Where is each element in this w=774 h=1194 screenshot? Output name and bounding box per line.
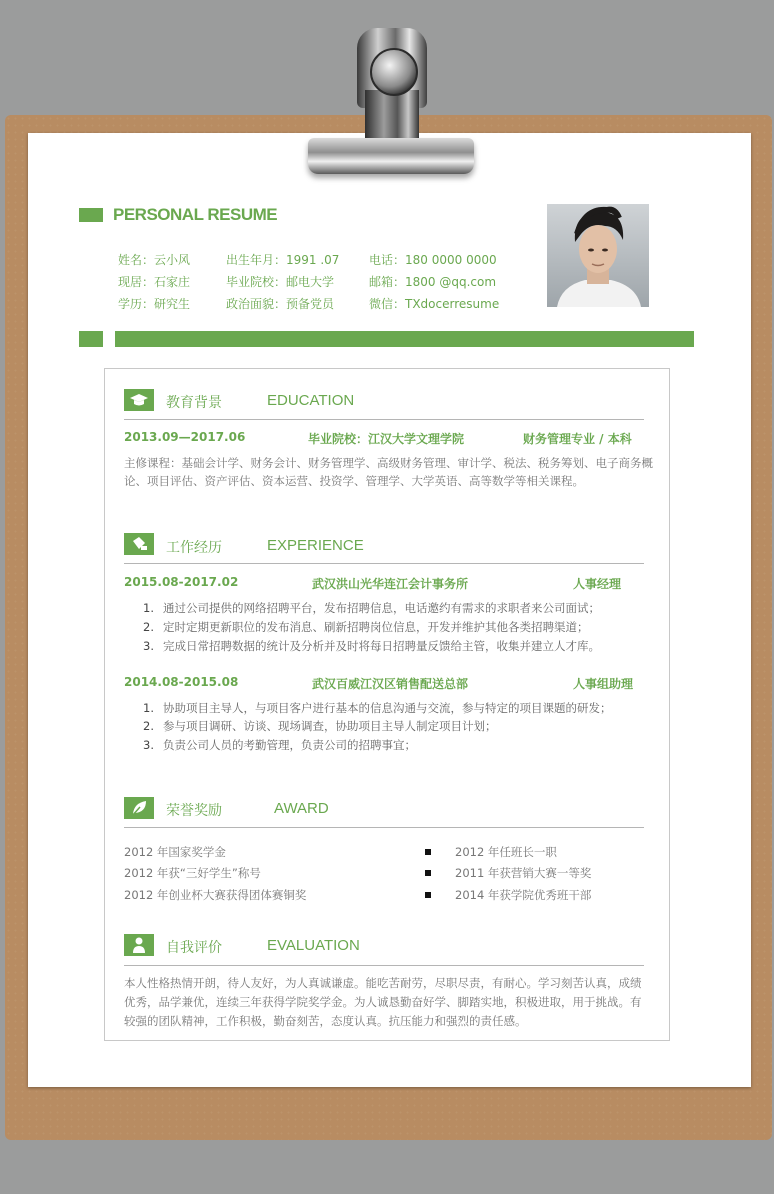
- info-email: 邮箱：1800 @qq.com: [369, 275, 497, 289]
- job-2-item-1: 1. 协助项目主导人，与项目客户进行基本的信息沟通与交流，参与特定的项目课题的研发；: [143, 701, 612, 715]
- divider-bar: [115, 331, 694, 347]
- bullet-square-icon: [425, 892, 431, 898]
- award-title-cn: 荣誉奖励: [166, 803, 222, 819]
- education-date: 2013.09—2017.06: [124, 430, 246, 444]
- binder-clip-plate: [308, 138, 474, 174]
- job-2-company: 武汉百威江汉区销售配送总部: [312, 677, 469, 691]
- job-1-item-1: 1. 通过公司提供的网络招聘平台，发布招聘信息，电话邀约有需求的求职者来公司面试；: [143, 601, 600, 615]
- divider-accent: [79, 331, 103, 347]
- education-courses-2: 论、项目评估、资产评估、资本运营、投资学、管理学、大学英语、高等数学等相关课程。: [124, 474, 584, 488]
- binder-clip-ring: [370, 48, 418, 96]
- page-title: PERSONAL RESUME: [113, 205, 278, 224]
- info-name: 姓名：云小风: [118, 253, 191, 267]
- award-left-1: 2012 年国家奖学金: [124, 845, 226, 859]
- award-right-2: 2011 年获营销大赛一等奖: [425, 865, 591, 881]
- job-1-item-2: 2. 定时定期更新职位的发布消息、刷新招聘岗位信息，开发并维护其他各类招聘渠道；: [143, 620, 589, 634]
- evaluation-line-2: 优秀，品学兼优，连续三年获得学院奖学金。为人诚恳勤奋好学、脚踏实地，积极进取，用于挑战。有: [124, 995, 642, 1009]
- evaluation-line-3: 较强的团队精神，工作积极，勤奋刻苦，态度认真。抗压能力和强烈的责任感。: [124, 1014, 527, 1028]
- award-right-1: 2012 年任班长一职: [425, 844, 557, 860]
- info-degree: 学历：研究生: [118, 297, 191, 311]
- person-icon: [124, 934, 154, 956]
- bullet-square-icon: [425, 849, 431, 855]
- info-political: 政治面貌：预备党员: [226, 297, 335, 311]
- avatar: [547, 204, 649, 307]
- job-2-item-2: 2. 参与项目调研、访谈、现场调查，协助项目主导人制定项目计划；: [143, 719, 497, 733]
- education-school: 毕业院校：江汉大学文理学院: [308, 432, 465, 446]
- education-courses-1: 主修课程：基础会计学、财务会计、财务管理学、高级财务管理、审计学、税法、税务筹划、电子商务概: [124, 456, 653, 470]
- info-phone: 电话：180 0000 0000: [369, 253, 497, 267]
- bullet-square-icon: [425, 870, 431, 876]
- education-rule: [124, 419, 644, 420]
- award-title-en: AWARD: [274, 800, 329, 817]
- job-1-role: 人事经理: [573, 577, 622, 591]
- award-right-3: 2014 年获学院优秀班干部: [425, 887, 591, 903]
- education-title-en: EDUCATION: [267, 392, 355, 409]
- info-school: 毕业院校：邮电大学: [226, 275, 335, 289]
- info-wechat: 微信：TXdocerresume: [369, 297, 500, 311]
- experience-title-cn: 工作经历: [166, 540, 222, 556]
- job-2-item-3: 3. 负责公司人员的考勤管理，负责公司的招聘事宜；: [143, 738, 416, 752]
- job-1-company: 武汉洪山光华连江会计事务所: [312, 577, 469, 591]
- award-left-2: 2012 年获“三好学生”称号: [124, 866, 261, 880]
- evaluation-line-1: 本人性格热情开朗，待人友好，为人真诚谦虚。能吃苦耐劳，尽职尽责，有耐心。学习刻苦认真，成绩: [124, 976, 642, 990]
- info-residence: 现居：石家庄: [118, 275, 191, 289]
- evaluation-title-en: EVALUATION: [267, 937, 360, 954]
- job-1-date: 2015.08-2017.02: [124, 575, 239, 589]
- binder-clip-stem: [365, 90, 419, 140]
- title-accent-bar: [79, 208, 103, 222]
- info-birth: 出生年月：1991 .07: [226, 253, 340, 267]
- leaf-icon: [124, 797, 154, 819]
- education-major: 财务管理专业 / 本科: [523, 432, 632, 446]
- education-title-cn: 教育背景: [166, 395, 222, 411]
- briefcase-icon: [124, 533, 154, 555]
- job-2-date: 2014.08-2015.08: [124, 675, 239, 689]
- job-1-item-3: 3. 完成日常招聘数据的统计及分析并及时将每日招聘量反馈给主管，收集并建立人才库。: [143, 639, 600, 653]
- experience-rule: [124, 563, 644, 564]
- experience-title-en: EXPERIENCE: [267, 537, 364, 554]
- evaluation-rule: [124, 965, 644, 966]
- award-rule: [124, 827, 644, 828]
- graduation-cap-icon: [124, 389, 154, 411]
- award-left-3: 2012 年创业杯大赛获得团体赛铜奖: [124, 888, 307, 902]
- job-2-role: 人事组助理: [573, 677, 634, 691]
- evaluation-title-cn: 自我评价: [166, 940, 222, 956]
